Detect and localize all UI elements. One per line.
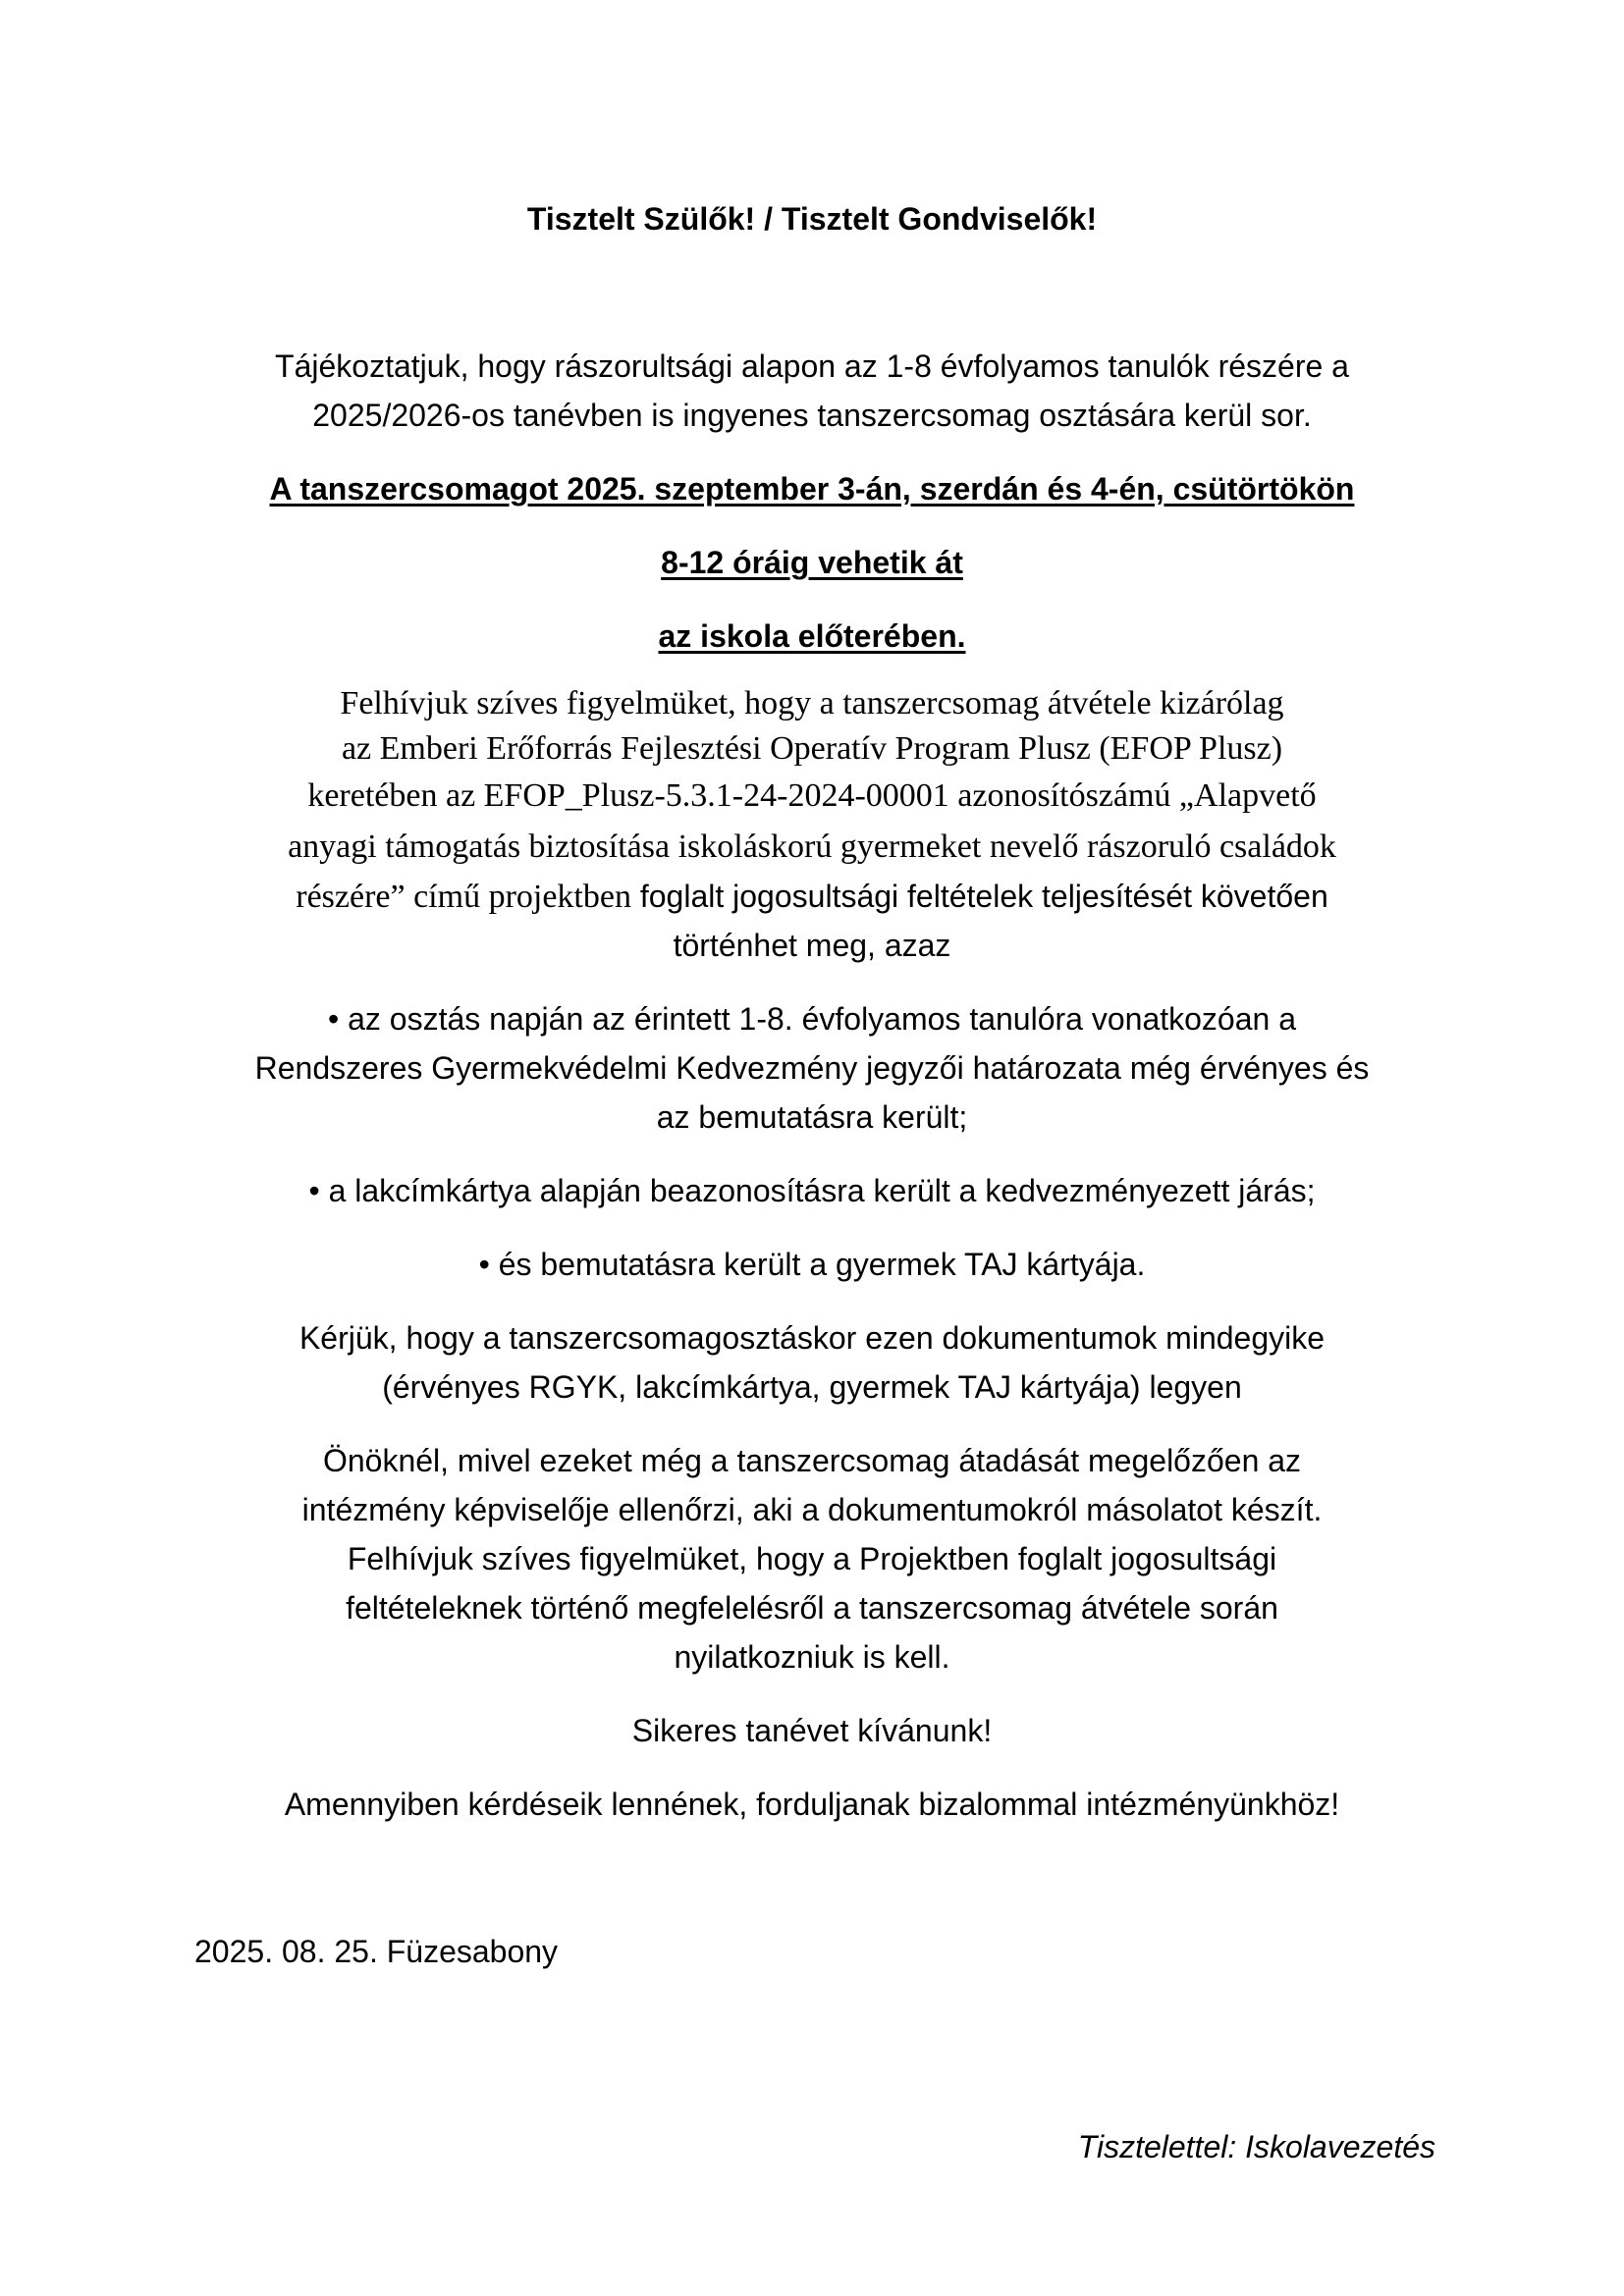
- condition-1-line-2: Rendszeres Gyermekvédelmi Kedvezmény jegyzői határozata még érvényes és: [254, 1050, 1370, 1086]
- notice-line-5: [147, 877, 1477, 917]
- condition-1-line-1: • az osztás napján az érintett 1-8. évfolyamos tanulóra vonatkozóan a: [328, 1001, 1296, 1037]
- wish-line: Sikeres tanévet kívánunk!: [631, 1713, 993, 1748]
- request-line-7: nyilatkozniuk is kell.: [674, 1639, 950, 1675]
- notice-line-3: keretében az EFOP_Plusz-5.3.1-24-2024-00001 azonosítószámú „Alapvető: [307, 777, 1317, 814]
- signature: Tisztelettel: Iskolavezetés: [1077, 2129, 1435, 2164]
- notice-line-1: Felhívjuk szíves figyelmüket, hogy a tanszercsomag átvétele kizárólag: [340, 685, 1284, 721]
- request-line-3: Önöknél, mivel ezeket még a tanszercsomag átadását megelőzően az: [322, 1443, 1302, 1478]
- distribution-location-line: az iskola előterében.: [658, 618, 966, 654]
- notice-line-5-sans: foglalt jogosultsági feltételek teljesítését követően: [630, 879, 1328, 914]
- distribution-date-line: A tanszercsomagot 2025. szeptember 3-án, szerdán és 4-én, csütörtökön: [269, 471, 1355, 507]
- request-line-5: Felhívjuk szíves figyelmüket, hogy a Projektben foglalt jogosultsági: [347, 1541, 1277, 1576]
- condition-2: • a lakcímkártya alapján beazonosításra került a kedvezményezett járás;: [308, 1173, 1316, 1208]
- date-place: 2025. 08. 25. Füzesabony: [194, 1934, 559, 1969]
- greeting-heading: Tisztelt Szülők! / Tisztelt Gondviselők!: [526, 201, 1098, 237]
- notice-line-5-serif: részére” című projektben: [296, 879, 631, 915]
- notice-line-6: történhet meg, azaz: [673, 928, 951, 963]
- questions-line: Amennyiben kérdéseik lennének, forduljanak bizalommal intézményünkhöz!: [284, 1787, 1340, 1822]
- notice-line-2: az Emberi Erőforrás Fejlesztési Operatív Program Plusz (EFOP Plusz): [341, 730, 1283, 767]
- condition-1-line-3: az bemutatásra került;: [656, 1099, 968, 1135]
- notice-line-4: anyagi támogatás biztosítása iskoláskorú gyermeket nevelő rászoruló családok: [288, 828, 1336, 865]
- intro-line-2: 2025/2026-os tanévben is ingyenes tanszercsomag osztására kerül sor.: [312, 398, 1312, 433]
- request-line-6: feltételeknek történő megfelelésről a tanszercsomag átvétele során: [346, 1590, 1278, 1626]
- distribution-time-line: 8-12 óráig vehetik át: [661, 545, 963, 580]
- request-line-2: (érvényes RGYK, lakcímkártya, gyermek TAJ kártyája) legyen: [382, 1369, 1242, 1405]
- request-line-4: intézmény képviselője ellenőrzi, aki a dokumentumokról másolatot készít.: [301, 1492, 1323, 1527]
- condition-3: • és bemutatásra került a gyermek TAJ kártyája.: [478, 1247, 1146, 1282]
- request-line-1: Kérjük, hogy a tanszercsomagosztáskor ezen dokumentumok mindegyike: [298, 1320, 1326, 1356]
- intro-line-1: Tájékoztatjuk, hogy rászorultsági alapon az 1-8 évfolyamos tanulók részére a: [275, 348, 1349, 384]
